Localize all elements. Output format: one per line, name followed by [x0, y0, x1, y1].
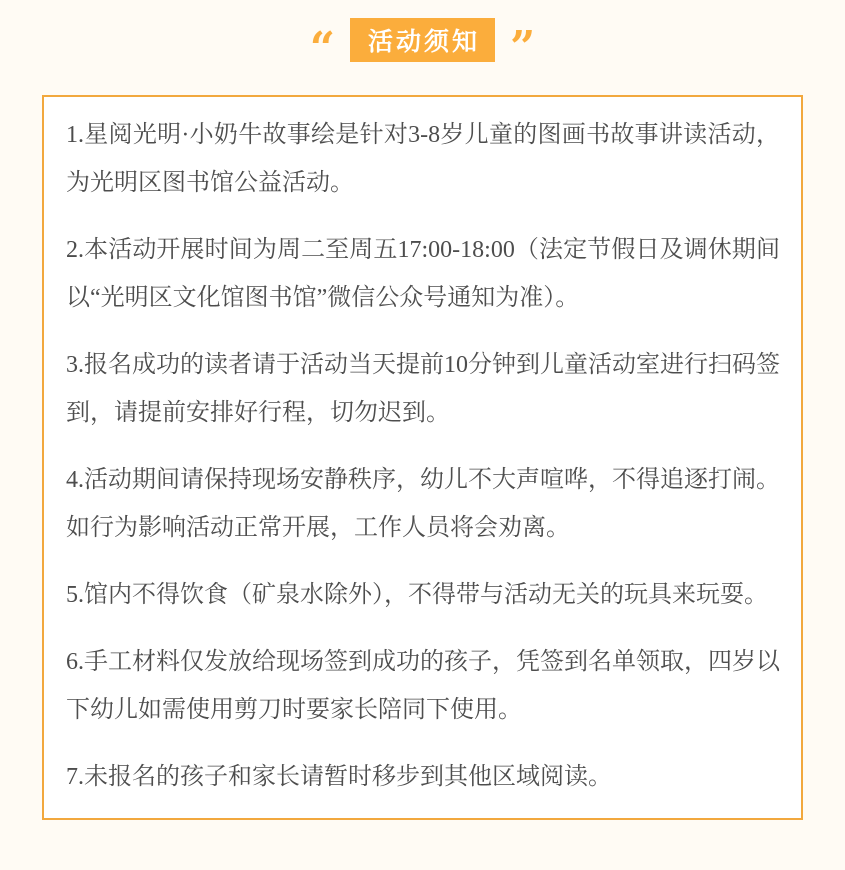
notice-item-7: 7.未报名的孩子和家长请暂时移步到其他区域阅读。	[66, 764, 612, 790]
notice-item-2: 2.本活动开展时间为周二至周五17:00-18:00（法定节假日及调休期间以“光明区文化馆图书馆”微信公众号通知为准）。	[66, 237, 780, 311]
notice-item-1: 1.星阅光明·小奶牛故事绘是针对3-8岁儿童的图画书故事讲读活动，为光明区图书馆公益活动。	[66, 122, 780, 196]
notice-box	[42, 95, 803, 820]
notice-item-5: 5.馆内不得饮食（矿泉水除外），不得带与活动无关的玩具来玩耍。	[66, 582, 768, 608]
notice-item-6: 6.手工材料仅发放给现场签到成功的孩子，凭签到名单领取，四岁以下幼儿如需使用剪刀时要家长陪同下使用。	[66, 649, 780, 723]
notice-title: 活动须知	[367, 28, 480, 56]
notice-header: “ 活动须知 ”	[0, 0, 845, 62]
notice-item-3: 3.报名成功的读者请于活动当天提前10分钟到儿童活动室进行扫码签到，请提前安排好行程，切勿迟到。	[66, 352, 780, 426]
notice-title-badge	[350, 18, 495, 62]
notice-item-4: 4.活动期间请保持现场安静秩序，幼儿不大声喧哗，不得追逐打闹。如行为影响活动正常开展，工作人员将会劝离。	[66, 467, 780, 541]
